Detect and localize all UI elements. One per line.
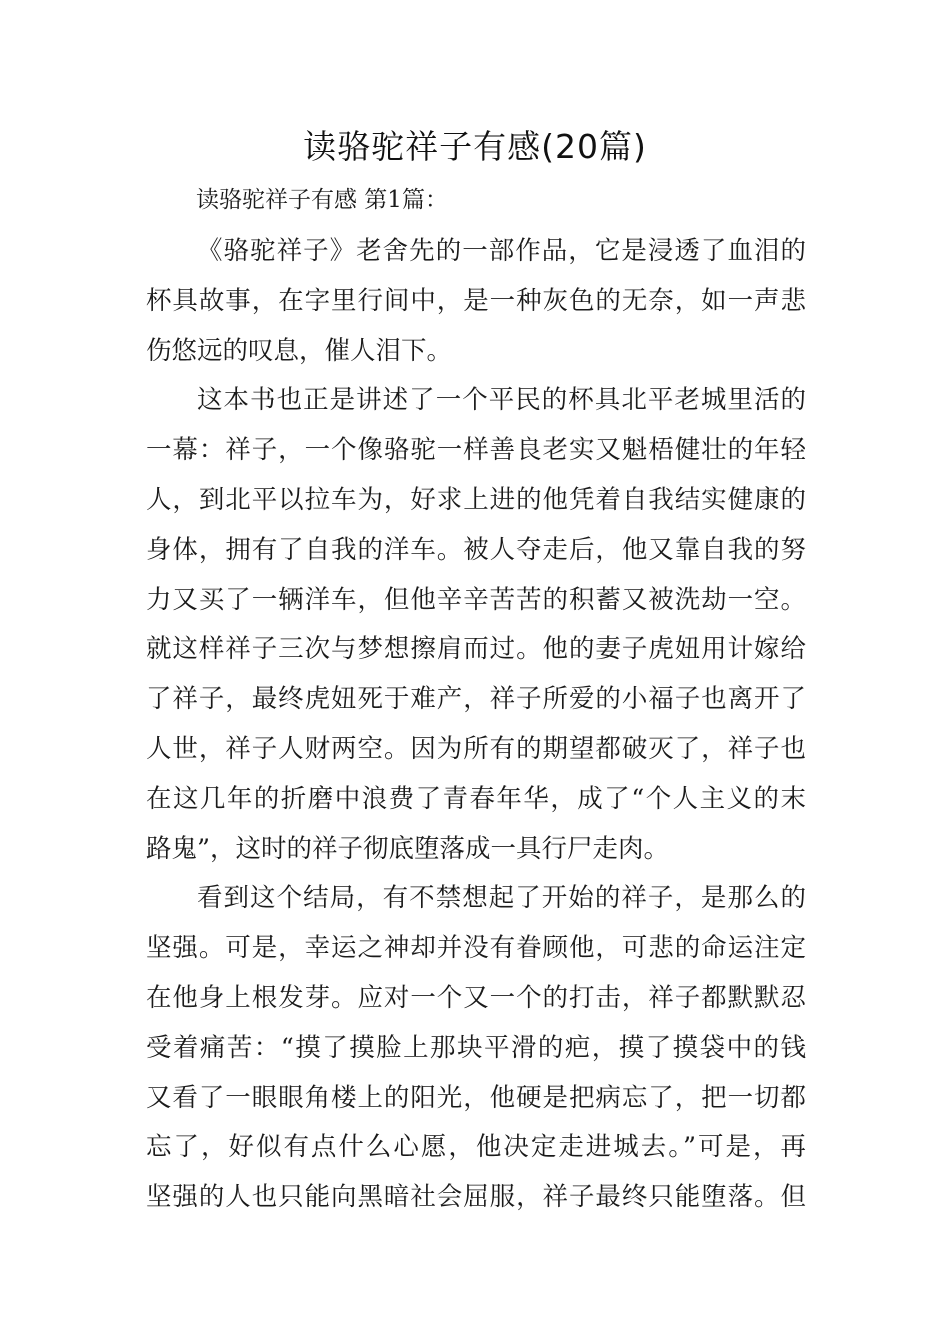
text-line: 忘了，好似有点什么心愿，他决定走进城去。”可是，再: [146, 1132, 806, 1163]
text-line: 又看了一眼眼角楼上的阳光，他硬是把病忘了，把一切都: [146, 1082, 806, 1113]
text-line: 《骆驼祥子》老舍先的一部作品，它是浸透了血泪的: [197, 236, 806, 266]
document-body: [146, 227, 806, 1223]
text-line: 了祥子，最终虎妞死于难产，祥子所爱的小福子也离开了: [146, 684, 806, 715]
document-title: 读骆驼祥子有感(20篇): [303, 127, 647, 166]
text-line: 受着痛苦：“摸了摸脸上那块平滑的疤，摸了摸袋中的钱: [146, 1032, 806, 1063]
text-line: 力又买了一辆洋车，但他辛辛苦苦的积蓄又被洗劫一空。: [146, 584, 806, 615]
text-line: 身体，拥有了自我的洋车。被人夺走后，他又靠自我的努: [146, 534, 806, 565]
document-subtitle: 读骆驼祥子有感 第1篇：: [196, 187, 448, 213]
text-line: 杯具故事，在字里行间中，是一种灰色的无奈，如一声悲: [146, 285, 806, 316]
text-line: 这本书也正是讲述了一个平民的杯具北平老城里活的: [197, 385, 806, 416]
text-line: 人世，祥子人财两空。因为所有的期望都破灭了，祥子也: [146, 733, 806, 764]
text-line: 在他身上根发芽。应对一个又一个的打击，祥子都默默忍: [146, 982, 806, 1013]
text-line: 坚强。可是，幸运之神却并没有眷顾他，可悲的命运注定: [146, 933, 806, 964]
text-line: 路鬼”，这时的祥子彻底堕落成一具行尸走肉。: [146, 833, 670, 864]
text-line: 看到这个结局，有不禁想起了开始的祥子，是那么的: [197, 883, 806, 914]
text-line: 伤悠远的叹息，催人泪下。: [146, 335, 453, 366]
text-line: 就这样祥子三次与梦想擦肩而过。他的妻子虎妞用计嫁给: [146, 634, 806, 665]
text-line: 人，到北平以拉车为，好求上进的他凭着自我结实健康的: [146, 484, 806, 515]
text-line: 在这几年的折磨中浪费了青春年华，成了“个人主义的末: [146, 783, 806, 814]
text-line: 一幕：祥子，一个像骆驼一样善良老实又魁梧健壮的年轻: [146, 435, 806, 466]
text-line: 坚强的人也只能向黑暗社会屈服，祥子最终只能堕落。但: [146, 1182, 806, 1213]
